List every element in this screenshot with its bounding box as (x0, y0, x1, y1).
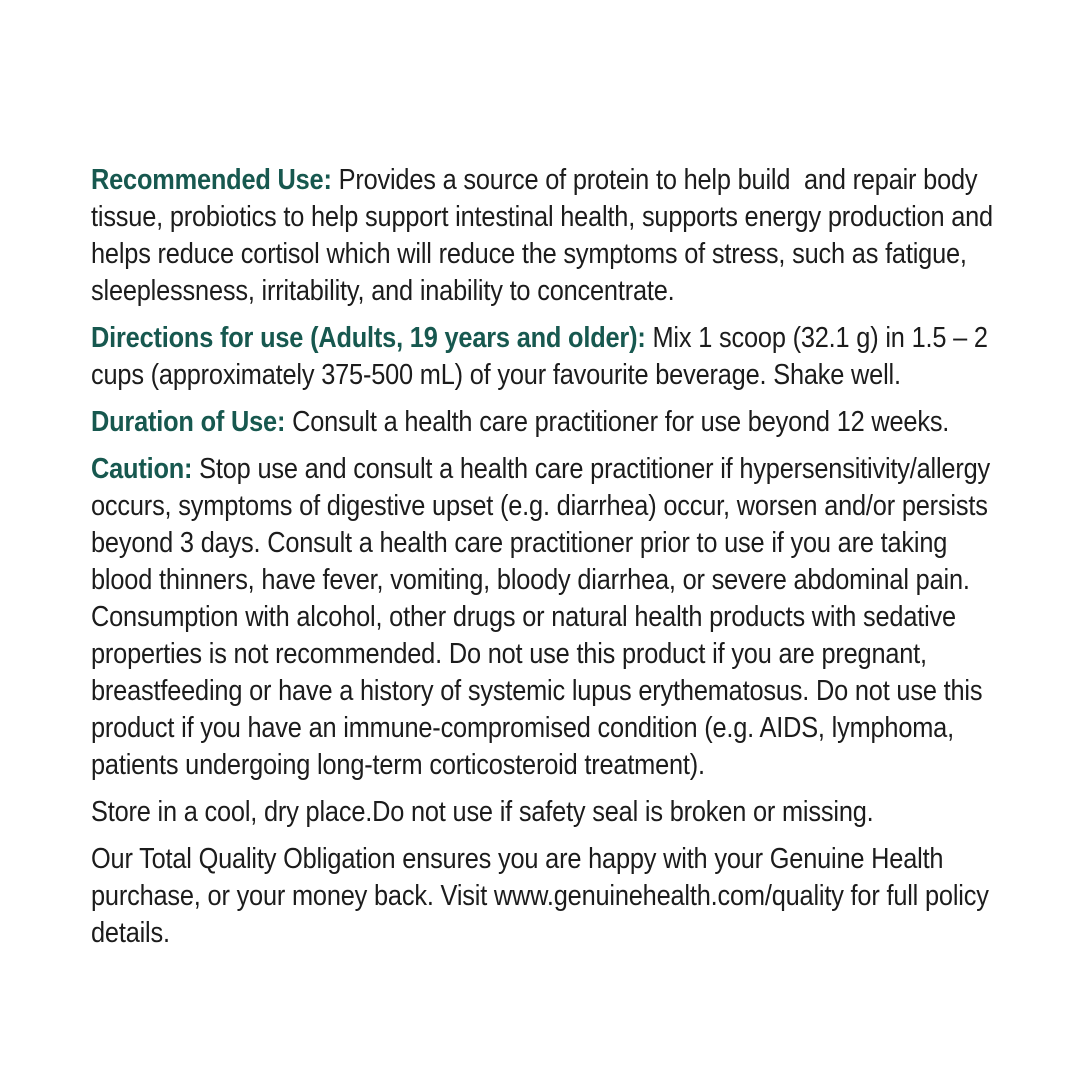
storage-text: Store in a cool, dry place.Do not use if safety seal is broken or missing. (91, 796, 874, 828)
quality-obligation-text: Our Total Quality Obligation ensures you are happy with your Genuine Health purchase, or your money back. Visit www.genuinehealth.com/quality for full policy details. (91, 843, 996, 949)
duration-text: Consult a health care practitioner for use beyond 12 weeks. (285, 406, 950, 438)
label-text-panel (91, 162, 1008, 962)
recommended-use-text: Provides a source of protein to help build and repair body tissue, probiotics to help support intestinal health, supports energy production and helps reduce cortisol which will reduce the symptoms of stress, such as fatigue, sleeplessness, irritability, and inability to concentrate. (91, 164, 1000, 307)
directions-text: Mix 1 scoop (32.1 g) in 1.5 – 2 cups (approximately 375-500 mL) of your favourite beverage. Shake well. (91, 322, 995, 391)
paragraph-recommended-use (91, 162, 1008, 310)
caution-text: Stop use and consult a health care practitioner if hypersensitivity/allergy occurs, symptoms of digestive upset (e.g. diarrhea) occur, worsen and/or persists beyond 3 days. Consult a health care practitioner prior to use if you are taking blood thinners, have fever, vomiting, bloody diarrhea, or severe abdominal pain. Consumption with alcohol, other drugs or natural health products with sedative properties is not recommended. Do not use this product if you are pregnant, breastfeeding or have a history of systemic lupus erythematosus. Do not use this product if you have an immune-compromised condition (e.g. AIDS, lymphoma, patients undergoing long-term corticosteroid treatment). (91, 453, 997, 781)
caution-heading: Caution: (91, 453, 193, 485)
recommended-use-heading: Recommended Use: (91, 164, 332, 196)
paragraph-duration (91, 404, 1008, 441)
paragraph-quality-obligation (91, 841, 1008, 952)
directions-heading: Directions for use (Adults, 19 years and older): (91, 322, 646, 354)
paragraph-storage (91, 794, 1008, 831)
paragraph-directions (91, 320, 1008, 394)
paragraph-caution (91, 451, 1008, 784)
duration-heading: Duration of Use: (91, 406, 286, 438)
